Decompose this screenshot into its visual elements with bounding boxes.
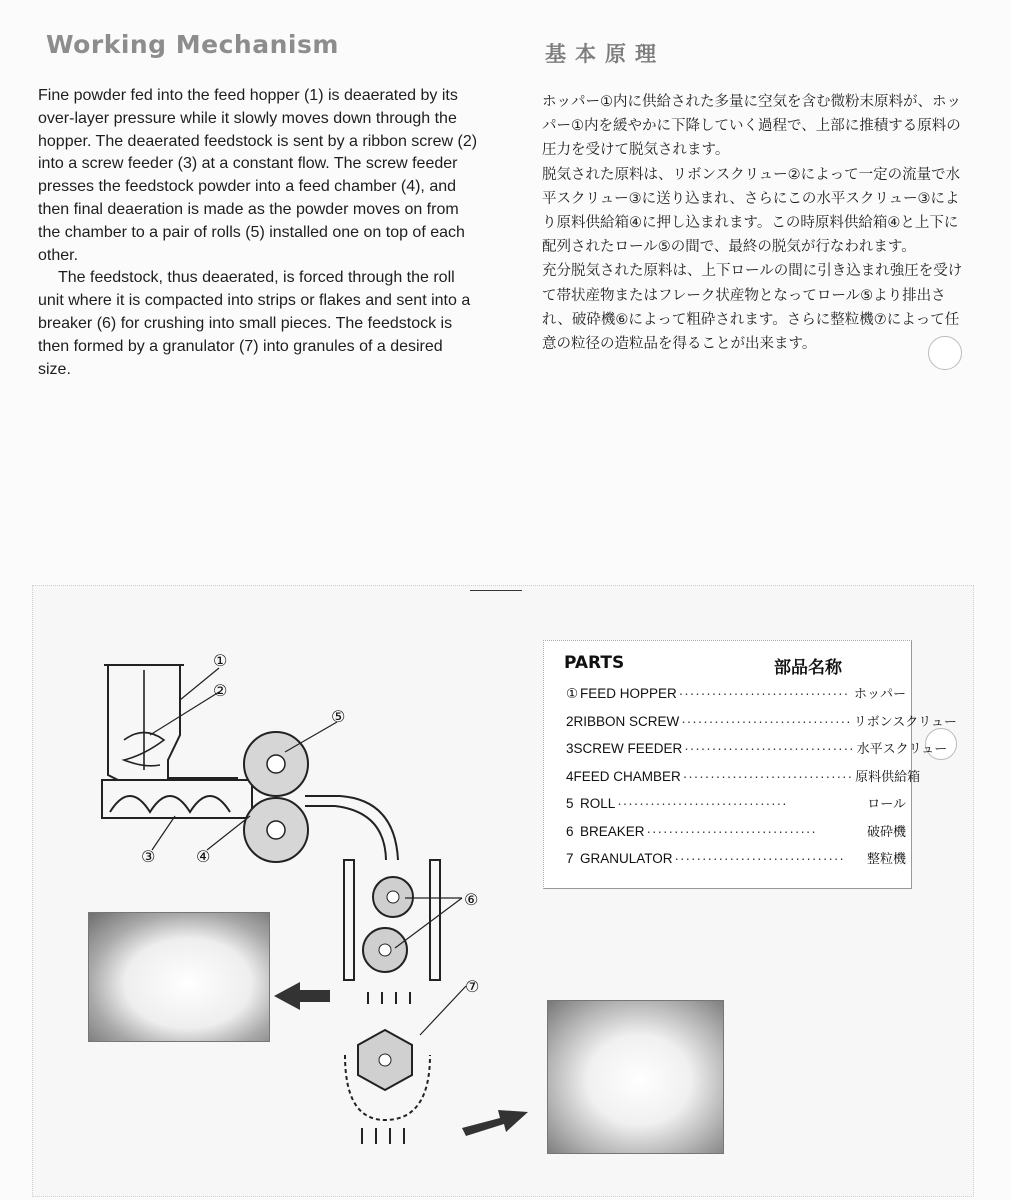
english-paragraph: Fine powder fed into the feed hopper (1) is deaerated by its over-layer pressure while it slowly moves down through the hopper. The deaerated feedstock is sent by a ribbon screw (2) into a screw feeder (3) at a constant flow. The screw feeder presses the feedstock powder into a feed chamber (4), and then final deaeration is made as the powder moves on from the chamber to a pair of rolls (5) installed one on top of each other. [38,87,478,264]
diagram-label-1: ① [213,651,228,670]
parts-heading-jp: 部品名称 [774,658,842,678]
part-name-jp: 水平スクリュー [856,741,948,756]
japanese-paragraph: ホッパー①内に供給された多量に空気を含む微粉末原料が、ホッパー①内を緩やかに下降していく過程で、上部に推積する原料の圧力を受けて脱気されます。 [542,94,961,159]
parts-item [566,683,906,711]
parts-item [566,738,948,766]
part-name: BREAKER [580,823,645,839]
parts-item [566,766,921,794]
diagram-label-6: ⑥ [464,890,479,909]
leader-dots: ······························· [678,686,850,701]
part-name: ROLL [580,796,616,811]
part-number: 3 [566,741,574,756]
parts-item [566,821,906,849]
rolls [244,732,308,862]
english-paragraph: The feedstock, thus deaerated, is forced through the roll unit where it is compacted into strips or flakes and sent into a breaker (6) for crushing into small pieces. The feedstock is then formed by a granulator (7) into granules of a desired size. [38,269,471,378]
diagram-label-4: ④ [196,847,211,866]
part-name: SCREW FEEDER [573,741,683,756]
part-number: 2 [566,713,574,729]
parts-heading: PARTS [564,653,625,673]
ribbon-screw [124,670,164,770]
part-name-jp: リボンスクリュー [853,713,957,729]
english-title: Working Mechanism [46,30,339,59]
part-number: 6 [566,823,574,839]
part-name: RIBBON SCREW [573,713,680,729]
diagram-label-3: ③ [141,847,156,866]
diagram-label-7: ⑦ [465,977,480,996]
leader-dots: ······························· [674,851,845,866]
part-name-jp: ロール [867,796,906,811]
part-name: FEED HOPPER [580,686,677,701]
parts-item [566,711,957,739]
parts-list [566,683,957,876]
leader-dots: ······························· [681,713,852,729]
part-name-jp: 原料供給箱 [855,768,921,784]
granulator [345,1030,430,1120]
part-name: GRANULATOR [580,851,673,866]
part-number: 5 [566,796,574,811]
diagram-label-5: ⑤ [331,707,346,726]
japanese-title: 基本原理 [545,42,665,66]
part-name: FEED CHAMBER [573,768,681,784]
parts-legend [543,640,957,889]
japanese-paragraph: 脱気された原料は、リボンスクリュー②によって一定の流量で水平スクリュー③に送り込まれ、さらにこの水平スクリュー③により原料供給箱④に押し込まれます。この時原料供給箱④と上下に配列されたロール⑤の間で、最終の脱気が行なわれます。 [542,166,961,256]
leader-dots: ······························· [617,796,788,811]
leader-dots: ······························· [682,768,854,784]
breaker-rotors [363,877,413,972]
part-number: 7 [566,851,574,866]
japanese-paragraph: 充分脱気された原料は、上下ロールの間に引き込まれ強圧を受けて帯状産物またはフレーク状産物となってロール⑤より排出され、破砕機⑥によって粗砕されます。さらに整粒機⑦によって任意の粒径の造粒品を得ることが出来ます。 [542,263,963,353]
part-name-jp: 整粒機 [866,851,906,866]
diagram-label-2: ② [213,681,228,700]
part-name-jp: ホッパー [853,686,906,701]
parts-item [566,848,906,876]
part-number: 4 [566,768,574,784]
leader-dots: ······························· [684,741,855,756]
screw-feeder [102,780,252,818]
part-number: ① [566,686,579,701]
part-name-jp: 破砕機 [866,823,906,839]
leader-dots: ······························· [646,823,817,839]
parts-item [566,793,906,821]
